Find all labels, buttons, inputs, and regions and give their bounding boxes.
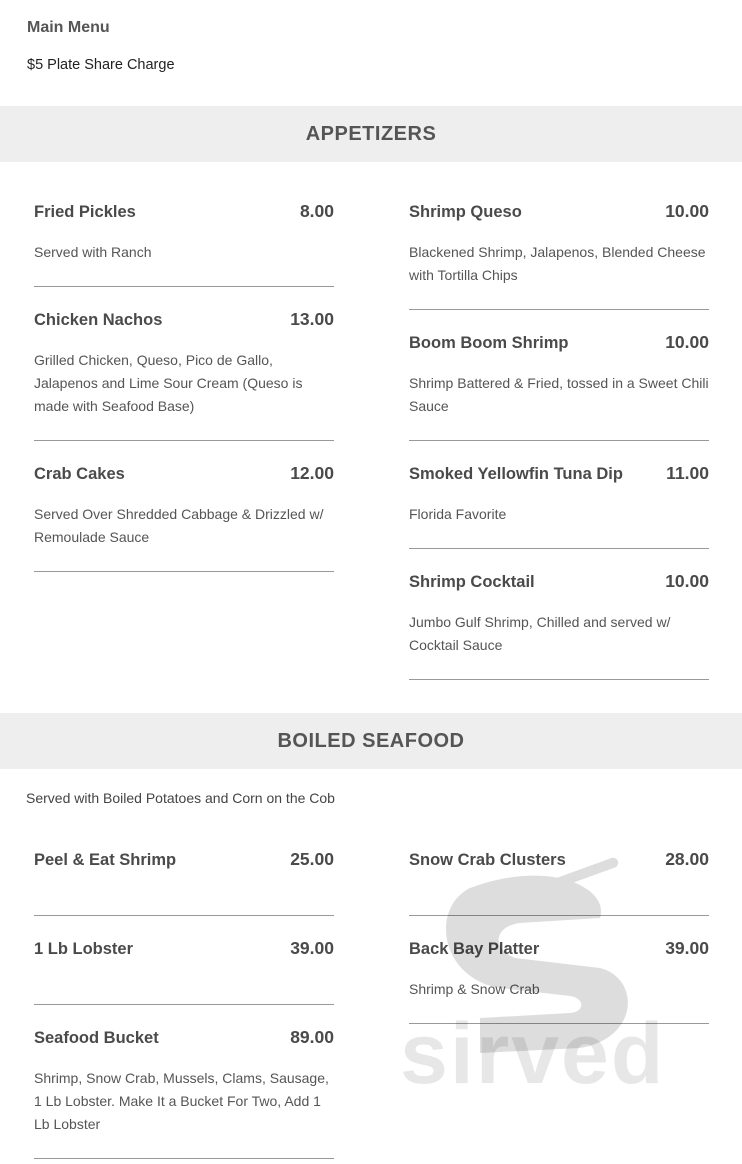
menu-item-price: 10.00 [665, 332, 709, 352]
menu-item-header [409, 571, 709, 593]
menu-item-description: Blackened Shrimp, Jalapenos, Blended Cheese with Tortilla Chips [409, 244, 706, 283]
section-title: BOILED SEAFOOD [277, 729, 465, 752]
menu-item-name: Crab Cakes [34, 465, 125, 483]
menu-item-header [34, 463, 334, 485]
menu-item-header [409, 201, 709, 223]
menu-item-description: Served Over Shredded Cabbage & Drizzled w/ Remoulade Sauce [34, 506, 324, 545]
share-charge-note: $5 Plate Share Charge [27, 57, 175, 73]
menu-item [409, 463, 709, 549]
menu-item-header [34, 938, 334, 960]
menu-item-header [34, 849, 334, 871]
menu-item-name: Boom Boom Shrimp [409, 334, 569, 352]
menu-item-header [34, 309, 334, 331]
menu-item-header [34, 1027, 334, 1049]
menu-item-price: 10.00 [665, 201, 709, 221]
menu-item-name: Shrimp Cocktail [409, 573, 535, 591]
menu-item-price: 39.00 [290, 938, 334, 958]
menu-title: Main Menu [27, 19, 110, 36]
menu-item-header [409, 849, 709, 871]
menu-item [409, 201, 709, 310]
menu-item-price: 12.00 [290, 463, 334, 483]
menu-item-description: Florida Favorite [409, 506, 507, 522]
menu-item [34, 1027, 334, 1159]
menu-item [34, 463, 334, 572]
menu-item-price: 13.00 [290, 309, 334, 329]
appetizers-right-column [409, 201, 709, 702]
menu-item-name: Peel & Eat Shrimp [34, 851, 177, 869]
menu-item-name: Snow Crab Clusters [409, 851, 566, 869]
menu-item-name: Shrimp Queso [409, 203, 522, 221]
menu-item [34, 938, 334, 1005]
appetizers-left-column [34, 201, 334, 594]
menu-item-name: Fried Pickles [34, 203, 136, 221]
menu-item-description: Grilled Chicken, Queso, Pico de Gallo, Jalapenos and Lime Sour Cream (Queso is made with Seafood Base) [34, 352, 303, 414]
menu-item-header [409, 938, 709, 960]
section-note: Served with Boiled Potatoes and Corn on the Cob [26, 790, 335, 806]
section-header-appetizers [0, 106, 742, 162]
menu-item [34, 309, 334, 441]
menu-item [34, 849, 334, 916]
section-title: APPETIZERS [305, 122, 437, 145]
menu-item-description: Shrimp, Snow Crab, Mussels, Clams, Sausage, 1 Lb Lobster. Make It a Bucket For Two, Add 1 Lb Lobster [34, 1070, 329, 1132]
menu-item-price: 39.00 [665, 938, 709, 958]
menu-item-header [409, 332, 709, 354]
menu-item-header [34, 201, 334, 223]
menu-item-price: 89.00 [290, 1027, 334, 1047]
menu-item-price: 28.00 [665, 849, 709, 869]
menu-item-name: 1 Lb Lobster [34, 940, 134, 958]
menu-item [409, 332, 709, 441]
menu-item-price: 8.00 [299, 201, 334, 221]
menu-item-price: 25.00 [290, 849, 334, 869]
menu-item [409, 849, 709, 916]
section-header-boiled-seafood [0, 713, 742, 769]
menu-item-name: Smoked Yellowfin Tuna Dip [409, 465, 623, 483]
menu-item-name: Chicken Nachos [34, 311, 163, 329]
menu-item [34, 201, 334, 287]
watermark-text: sirved [400, 1006, 666, 1102]
menu-item-description: Jumbo Gulf Shrimp, Chilled and served w/ Cocktail Sauce [409, 614, 671, 653]
menu-item-description: Shrimp & Snow Crab [409, 981, 540, 997]
menu-item-name: Seafood Bucket [34, 1029, 159, 1047]
menu-item-header [409, 463, 709, 485]
menu-item-price: 10.00 [665, 571, 709, 591]
menu-item-price: 11.00 [666, 463, 709, 483]
menu-item-description: Shrimp Battered & Fried, tossed in a Sweet Chili Sauce [409, 375, 709, 414]
menu-item-name: Back Bay Platter [409, 940, 540, 958]
boiled-left-column [34, 849, 334, 1164]
menu-item [409, 571, 709, 680]
menu-item-description: Served with Ranch [34, 244, 152, 260]
